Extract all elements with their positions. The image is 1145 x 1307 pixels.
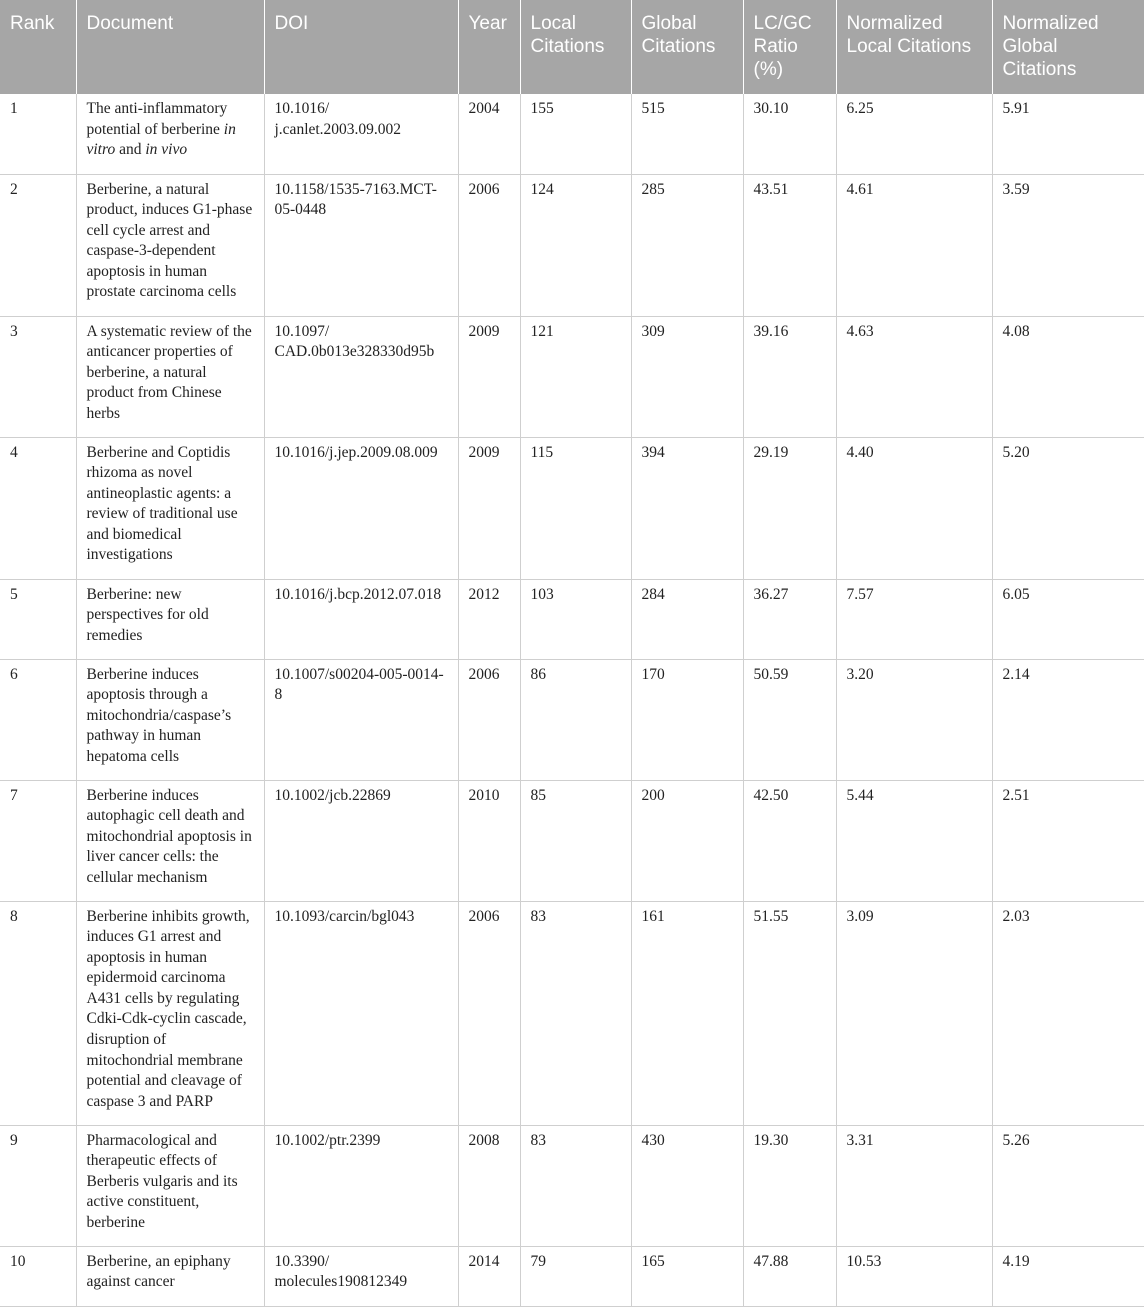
cell-doi: 10.3390/ molecules190812349 — [264, 1246, 458, 1306]
cell-normalized-local-citations: 3.09 — [836, 901, 992, 1125]
cell-global-citations: 394 — [631, 437, 743, 579]
cell-lc-gc-ratio: 36.27 — [743, 579, 836, 659]
cell-normalized-global-citations: 2.51 — [992, 780, 1144, 901]
header-lc-gc-ratio: LC/GC Ratio (%) — [743, 0, 836, 94]
table-row — [0, 1125, 1144, 1246]
cell-doi: 10.1158/1535-7163.MCT-05-0448 — [264, 174, 458, 316]
cell-normalized-global-citations: 6.05 — [992, 579, 1144, 659]
cell-rank: 8 — [0, 901, 76, 1125]
cell-year: 2008 — [458, 1125, 520, 1246]
cell-document — [76, 94, 264, 174]
cell-year: 2009 — [458, 437, 520, 579]
cell-document: Berberine induces apoptosis through a mitochondria/caspase’s pathway in human hepatoma cells — [76, 659, 264, 780]
cell-normalized-local-citations: 4.61 — [836, 174, 992, 316]
cell-global-citations: 430 — [631, 1125, 743, 1246]
cell-year: 2004 — [458, 94, 520, 174]
cell-lc-gc-ratio: 47.88 — [743, 1246, 836, 1306]
cell-normalized-local-citations: 3.20 — [836, 659, 992, 780]
header-normalized-global-citations: Normalized Global Citations — [992, 0, 1144, 94]
cell-rank: 4 — [0, 437, 76, 579]
cell-normalized-local-citations: 10.53 — [836, 1246, 992, 1306]
cell-local-citations: 86 — [520, 659, 631, 780]
header-global-citations: Global Citations — [631, 0, 743, 94]
cell-local-citations: 115 — [520, 437, 631, 579]
table-row — [0, 94, 1144, 174]
cell-year: 2014 — [458, 1246, 520, 1306]
cell-year: 2012 — [458, 579, 520, 659]
header-row — [0, 0, 1144, 94]
cell-normalized-global-citations: 5.91 — [992, 94, 1144, 174]
cell-normalized-local-citations: 6.25 — [836, 94, 992, 174]
cell-normalized-local-citations: 3.31 — [836, 1125, 992, 1246]
cell-document: A systematic review of the anticancer properties of berberine, a natural product from Chinese herbs — [76, 316, 264, 437]
cell-rank: 7 — [0, 780, 76, 901]
header-local-citations: Local Citations — [520, 0, 631, 94]
cell-local-citations: 85 — [520, 780, 631, 901]
cell-rank: 9 — [0, 1125, 76, 1246]
cell-rank: 5 — [0, 579, 76, 659]
cell-doi: 10.1093/carcin/bgl043 — [264, 901, 458, 1125]
cell-doi: 10.1016/j.jep.2009.08.009 — [264, 437, 458, 579]
cell-global-citations: 515 — [631, 94, 743, 174]
table-row — [0, 316, 1144, 437]
cell-normalized-local-citations: 4.63 — [836, 316, 992, 437]
cell-local-citations: 79 — [520, 1246, 631, 1306]
cell-document: Berberine: new perspectives for old remedies — [76, 579, 264, 659]
cell-normalized-global-citations: 5.20 — [992, 437, 1144, 579]
cell-document: Berberine induces autophagic cell death and mitochondrial apoptosis in liver cancer cells: the cellular mechanism — [76, 780, 264, 901]
table-row — [0, 901, 1144, 1125]
cell-global-citations: 165 — [631, 1246, 743, 1306]
table-row — [0, 437, 1144, 579]
cell-doi: 10.1097/ CAD.0b013e328330d95b — [264, 316, 458, 437]
cell-document: Berberine inhibits growth, induces G1 arrest and apoptosis in human epidermoid carcinoma A431 cells by regulating Cdki-Cdk-cyclin cascade, disruption of mitochondrial membrane potential and cleavage of caspase 3 and PARP — [76, 901, 264, 1125]
cell-document: Berberine, a natural product, induces G1-phase cell cycle arrest and caspase-3-dependent apoptosis in human prostate carcinoma cells — [76, 174, 264, 316]
table-header — [0, 0, 1144, 94]
cell-rank: 1 — [0, 94, 76, 174]
cell-document: Pharmacological and therapeutic effects of Berberis vulgaris and its active constituent, berberine — [76, 1125, 264, 1246]
cell-local-citations: 83 — [520, 901, 631, 1125]
cell-local-citations: 83 — [520, 1125, 631, 1246]
cell-lc-gc-ratio: 50.59 — [743, 659, 836, 780]
cell-normalized-global-citations: 2.03 — [992, 901, 1144, 1125]
cell-local-citations: 103 — [520, 579, 631, 659]
cell-local-citations: 121 — [520, 316, 631, 437]
cell-normalized-global-citations: 3.59 — [992, 174, 1144, 316]
cell-year: 2009 — [458, 316, 520, 437]
cell-lc-gc-ratio: 51.55 — [743, 901, 836, 1125]
cell-local-citations: 155 — [520, 94, 631, 174]
cell-normalized-global-citations: 2.14 — [992, 659, 1144, 780]
cell-normalized-global-citations: 5.26 — [992, 1125, 1144, 1246]
cell-year: 2006 — [458, 901, 520, 1125]
header-year: Year — [458, 0, 520, 94]
table-row — [0, 579, 1144, 659]
cell-doi: 10.1007/s00204-005-0014-8 — [264, 659, 458, 780]
cell-document: Berberine and Coptidis rhizoma as novel antineoplastic agents: a review of traditional use and biomedical investigations — [76, 437, 264, 579]
cell-doi: 10.1002/ptr.2399 — [264, 1125, 458, 1246]
document-text-part: and — [115, 141, 146, 159]
cell-year: 2006 — [458, 659, 520, 780]
cell-normalized-local-citations: 4.40 — [836, 437, 992, 579]
header-rank: Rank — [0, 0, 76, 94]
cell-global-citations: 200 — [631, 780, 743, 901]
cell-global-citations: 161 — [631, 901, 743, 1125]
cell-lc-gc-ratio: 42.50 — [743, 780, 836, 901]
cell-doi: 10.1002/jcb.22869 — [264, 780, 458, 901]
header-normalized-local-citations: Normalized Local Citations — [836, 0, 992, 94]
cell-global-citations: 284 — [631, 579, 743, 659]
cell-doi: 10.1016/ j.canlet.2003.09.002 — [264, 94, 458, 174]
header-document: Document — [76, 0, 264, 94]
cell-local-citations: 124 — [520, 174, 631, 316]
cell-lc-gc-ratio: 30.10 — [743, 94, 836, 174]
document-text-part: in vitro — [86, 120, 236, 159]
cell-year: 2006 — [458, 174, 520, 316]
cell-lc-gc-ratio: 29.19 — [743, 437, 836, 579]
table-body — [0, 94, 1144, 1306]
cell-global-citations: 285 — [631, 174, 743, 316]
header-doi: DOI — [264, 0, 458, 94]
cell-rank: 6 — [0, 659, 76, 780]
table-row — [0, 174, 1144, 316]
cell-normalized-global-citations: 4.08 — [992, 316, 1144, 437]
cell-year: 2010 — [458, 780, 520, 901]
cell-rank: 10 — [0, 1246, 76, 1306]
cell-lc-gc-ratio: 39.16 — [743, 316, 836, 437]
cell-rank: 2 — [0, 174, 76, 316]
document-text-part: The anti-inflammatory potential of berberine — [86, 100, 228, 138]
cell-document: Berberine, an epiphany against cancer — [76, 1246, 264, 1306]
cell-doi: 10.1016/j.bcp.2012.07.018 — [264, 579, 458, 659]
table-row — [0, 659, 1144, 780]
cell-normalized-local-citations: 5.44 — [836, 780, 992, 901]
document-text-part: in vivo — [145, 141, 188, 159]
cell-lc-gc-ratio: 43.51 — [743, 174, 836, 316]
cell-global-citations: 170 — [631, 659, 743, 780]
cell-normalized-local-citations: 7.57 — [836, 579, 992, 659]
table-row — [0, 1246, 1144, 1306]
table-row — [0, 780, 1144, 901]
cell-normalized-global-citations: 4.19 — [992, 1246, 1144, 1306]
cell-rank: 3 — [0, 316, 76, 437]
cell-global-citations: 309 — [631, 316, 743, 437]
cell-lc-gc-ratio: 19.30 — [743, 1125, 836, 1246]
